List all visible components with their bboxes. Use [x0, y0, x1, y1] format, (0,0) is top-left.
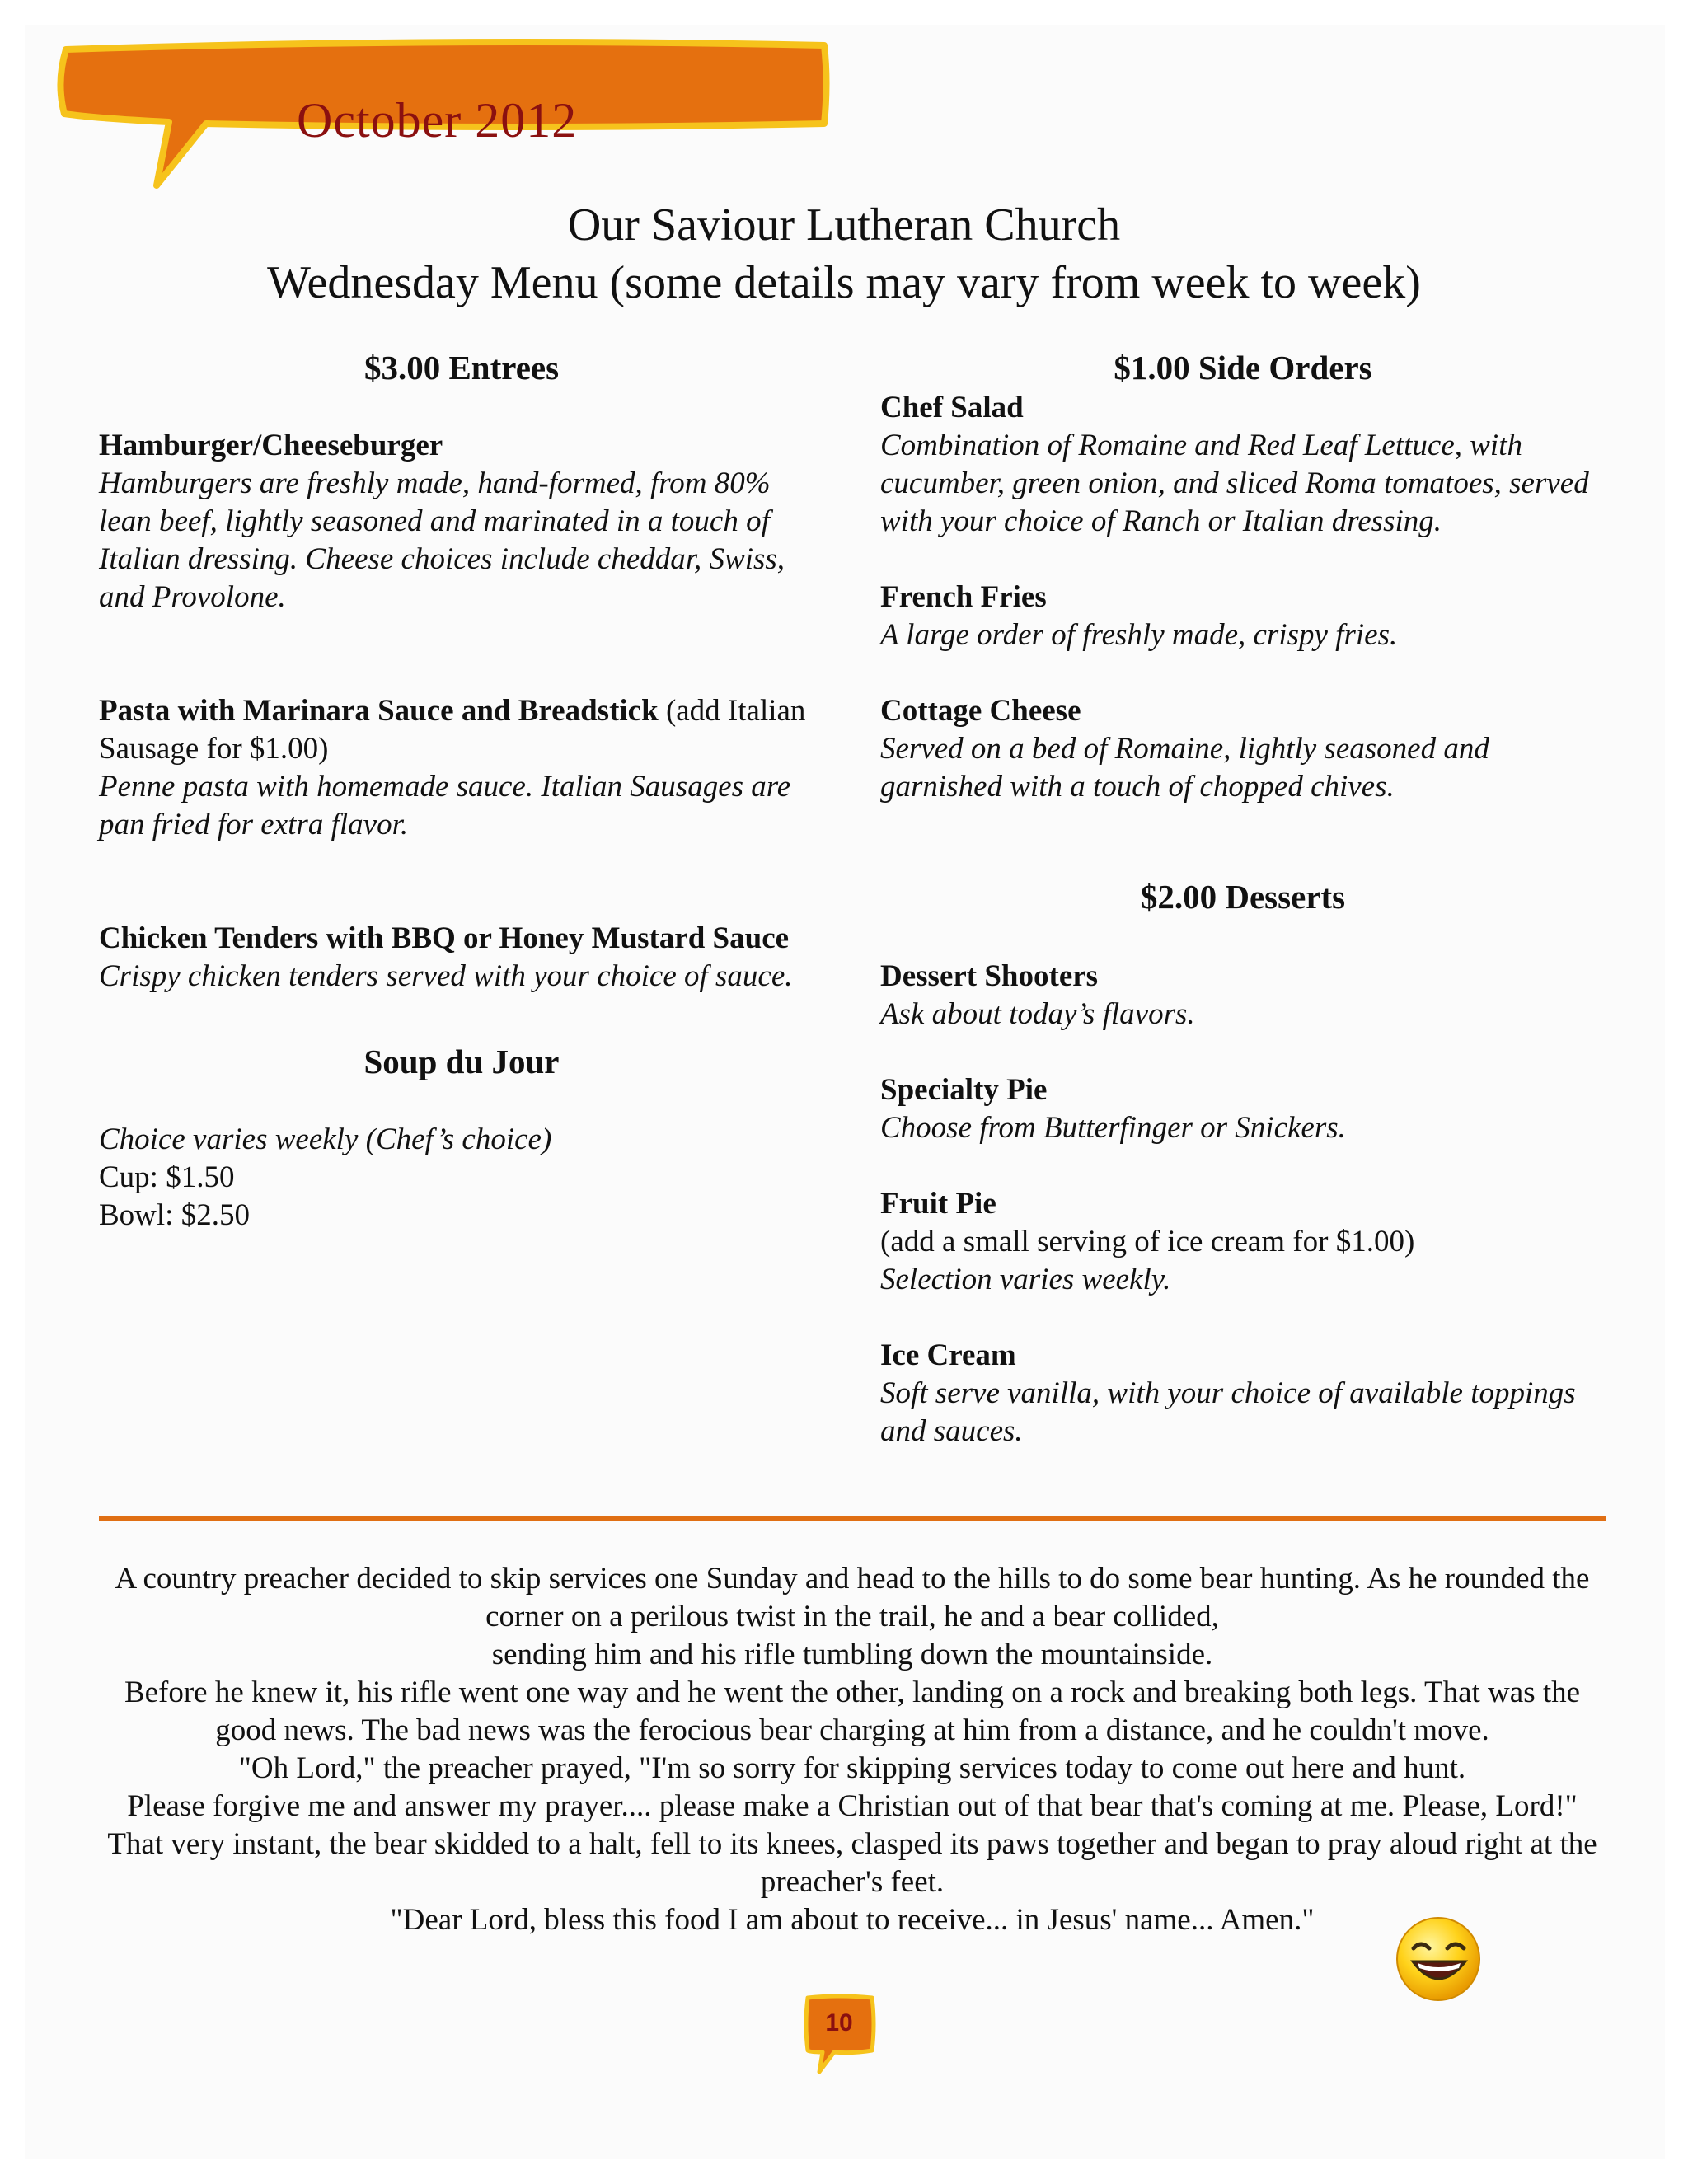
joke-line: "Oh Lord," the preacher prayed, "I'm so sorry for skipping services today to come out here and hunt. — [238, 1751, 1466, 1785]
item-name: Cottage Cheese — [880, 694, 1081, 728]
item-description: Hamburgers are freshly made, hand-formed, from 80% lean beef, lightly seasoned and marinated in a touch of Italian dressing. Cheese choices include cheddar, Swiss, and Provolone. — [99, 466, 785, 614]
item-description: Selection varies weekly. — [880, 1263, 1171, 1296]
joke-line: Please forgive me and answer my prayer.... please make a Christian out of that bear that's coming at me. Please, Lord!" — [127, 1789, 1578, 1823]
menu-item — [880, 1185, 1606, 1299]
smiley-icon — [1393, 1914, 1484, 2004]
menu-item — [880, 579, 1606, 654]
entrees-heading: $3.00 Entrees — [363, 349, 560, 387]
soup-cup-price: Cup: $1.50 — [99, 1160, 235, 1194]
section-divider — [99, 1516, 1606, 1521]
joke-line: "Dear Lord, bless this food I am about to receive... in Jesus' name... Amen." — [390, 1903, 1315, 1937]
left-column — [99, 346, 824, 1235]
item-description: Combination of Romaine and Red Leaf Lettuce, with cucumber, green onion, and sliced Roma tomatoes, served with your choice of Ranch or Italian dressing. — [880, 429, 1589, 538]
item-description: Choose from Butterfinger or Snickers. — [880, 1111, 1346, 1145]
item-name: Hamburger/Cheeseburger — [99, 429, 443, 462]
menu-item — [880, 1337, 1606, 1451]
item-name: Chicken Tenders with BBQ or Honey Mustard Sauce — [99, 921, 790, 955]
item-name: Fruit Pie — [880, 1187, 996, 1221]
joke-text — [91, 1560, 1614, 1939]
joke-line: Before he knew it, his rifle went one way and he went the other, landing on a rock and breaking both legs. That was the good news. The bad news was the ferocious bear charging at him from a distance, and he couldn't move. — [124, 1675, 1581, 1747]
menu-item — [880, 958, 1606, 1033]
item-name: Ice Cream — [880, 1338, 1016, 1372]
month-banner — [49, 33, 841, 198]
item-description: Served on a bed of Romaine, lightly seasoned and garnished with a touch of chopped chives. — [880, 732, 1489, 804]
menu-item — [880, 389, 1606, 541]
item-name: French Fries — [880, 580, 1047, 614]
item-note: (add Italian Sausage for $1.00) — [99, 694, 806, 766]
sides-heading: $1.00 Side Orders — [1114, 349, 1372, 387]
joke-line: A country preacher decided to skip services one Sunday and head to the hills to do some bear hunting. As he rounded the corner on a perilous twist in the trail, he and a bear collided, — [115, 1562, 1590, 1633]
item-description: A large order of freshly made, crispy fries. — [880, 618, 1398, 652]
desserts-heading: $2.00 Desserts — [1140, 878, 1346, 916]
right-column — [880, 346, 1606, 1451]
item-name: Specialty Pie — [880, 1073, 1048, 1107]
joke-line: That very instant, the bear skidded to a halt, fell to its knees, clasped its paws together and began to pray aloud right at the preacher's feet. — [107, 1827, 1597, 1899]
page-number-badge — [801, 1993, 884, 2075]
menu-title: Wednesday Menu (some details may vary from week to week) — [267, 257, 1421, 308]
joke-line: sending him and his rifle tumbling down the mountainside. — [491, 1638, 1213, 1671]
soup-bowl-price: Bowl: $2.50 — [99, 1198, 250, 1232]
menu-item — [99, 427, 824, 616]
church-name: Our Saviour Lutheran Church — [567, 199, 1121, 251]
item-description: Soft serve vanilla, with your choice of available toppings and sauces. — [880, 1376, 1576, 1448]
menu-item — [99, 920, 824, 996]
item-description: Crispy chicken tenders served with your choice of sauce. — [99, 959, 793, 993]
soup-heading: Soup du Jour — [363, 1043, 560, 1080]
item-name: Chef Salad — [880, 391, 1024, 424]
item-description: Ask about today’s flavors. — [880, 997, 1195, 1031]
banner-title: October 2012 — [297, 93, 578, 148]
menu-item — [880, 692, 1606, 806]
menu-item — [880, 1071, 1606, 1147]
item-note: (add a small serving of ice cream for $1.00) — [880, 1225, 1415, 1258]
soup-description: Choice varies weekly (Chef’s choice) — [99, 1122, 552, 1156]
menu-item — [99, 692, 824, 844]
item-name: Pasta with Marinara Sauce and Breadstick — [99, 694, 659, 728]
page-number: 10 — [825, 2009, 853, 2036]
item-description: Penne pasta with homemade sauce. Italian Sausages are pan fried for extra flavor. — [99, 770, 791, 841]
item-name: Dessert Shooters — [880, 959, 1099, 993]
document-heading — [0, 196, 1688, 312]
